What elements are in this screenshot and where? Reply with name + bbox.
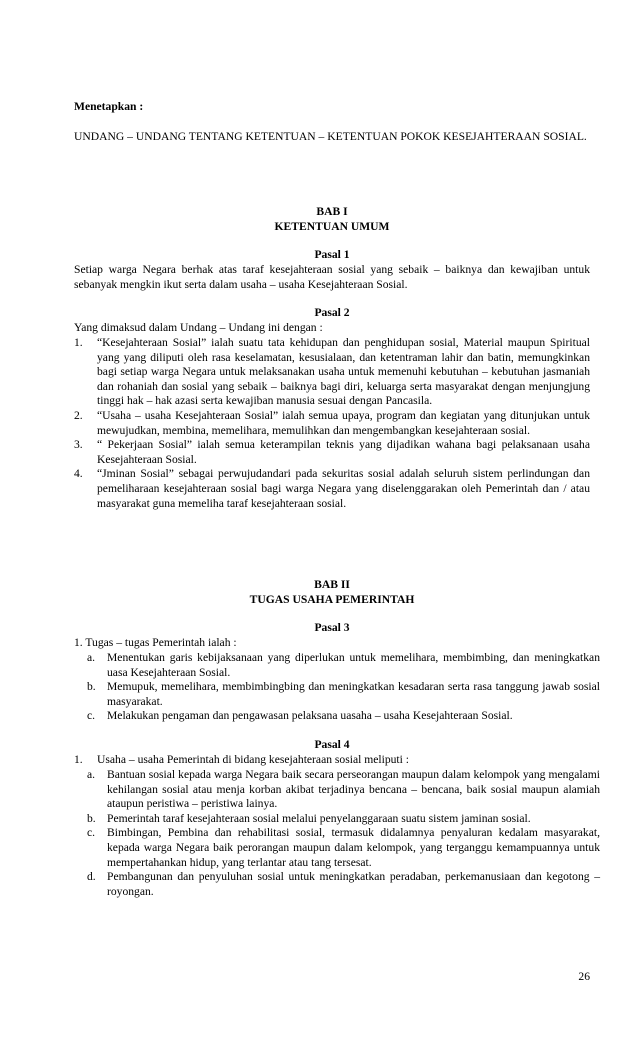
pasal4-intro: Usaha – usaha Pemerintah di bidang kesejahteraan sosial meliputi : xyxy=(97,753,409,766)
pasal4-title: Pasal 4 xyxy=(314,738,350,751)
list-item xyxy=(74,409,590,438)
item-marker: c. xyxy=(87,826,96,840)
list-item xyxy=(84,826,600,870)
pasal1-text: Setiap warga Negara berhak atas taraf kesejahteraan sosial yang sebaik – baiknya dan kewajiban untuk sebanyak mengkin ikut serta dalam usaha – usaha Kesejahteraan Sosial. xyxy=(74,263,590,291)
bab2-subtitle: TUGAS USAHA PEMERINTAH xyxy=(249,593,415,606)
pasal1-title: Pasal 1 xyxy=(314,248,350,261)
item-marker: b. xyxy=(87,680,96,694)
pasal2-list xyxy=(74,336,590,511)
item-marker: 4. xyxy=(74,467,83,481)
list-item xyxy=(84,768,600,812)
item-text: Melakukan pengaman dan pengawasan pelaksana uasaha – usaha Kesejahteraan Sosial. xyxy=(107,709,513,723)
list-item xyxy=(84,680,600,709)
pasal3-list xyxy=(74,651,600,724)
item-marker: 2. xyxy=(74,408,83,422)
item-marker: c. xyxy=(87,709,96,723)
list-item xyxy=(74,336,590,409)
page-number: 26 xyxy=(578,970,590,983)
bab1-subtitle: KETENTUAN UMUM xyxy=(274,220,390,233)
bab2-title: BAB II xyxy=(314,578,350,591)
bab1-title: BAB I xyxy=(316,205,348,218)
item-text: Pemerintah taraf kesejahteraan sosial melalui penyelanggaraan suatu sistem jaminan sosial. xyxy=(107,811,531,825)
item-marker: d. xyxy=(87,870,96,884)
pasal2-title: Pasal 2 xyxy=(314,306,350,319)
menetapkan-label: Menetapkan : xyxy=(74,100,144,113)
item-text: “Jminan Sosial” sebagai perwujudandari pada sekuritas sosial adalah seluruh sistem perlindungan dan pemeliharaan kesejahteraan sosial bagi warga Negara yang diselenggarakan oleh Pemerintah dan / atau masyarakat guna memeliha taraf kesejahteraan sosial. xyxy=(97,467,590,510)
pasal3-intro: 1. Tugas – tugas Pemerintah ialah : xyxy=(74,636,237,649)
item-text: Bimbingan, Pembina dan rehabilitasi sosial, termasuk didalamnya penyaluran kedalam masyarakat, kepada warga Negara baik perorangan maupun dalam kelompok, yang terganggu kemampuannya untuk mempertahankan hidup, yang terlantar atau tang tersesat. xyxy=(107,826,600,869)
pasal3-title: Pasal 3 xyxy=(314,621,350,634)
item-text: “Kesejahteraan Sosial” ialah suatu tata kehidupan dan penghidupan sosial, Material maupun Spiritual yang yang diliputi oleh rasa keselamatan, kesusialaan, dan ketentraman lahir dan batin, memungkinkan bagi setiap warga Negara untuk melaksanakan usaha untuk memenuhi kebutuhan – kebutuhan jasmaniah dan rohaniah dan sosial yang sebaik – baiknya bagi diri, keluarga serta masyarakat dengan menjungjung tinggi hak – hak azasi serta kewajiban manusia sesuai dengan Pancasila. xyxy=(97,336,590,408)
item-marker: a. xyxy=(87,768,96,781)
item-marker: a. xyxy=(87,651,96,664)
pasal4-intro-list xyxy=(74,753,590,768)
item-text: Memupuk, memelihara, membimbingbing dan meningkatkan kesadaran serta rasa tanggung jawab sosial masyarakat. xyxy=(107,680,600,708)
item-text: Bantuan sosial kepada warga Negara baik secara perseorangan maupun dalam kelompok yang mengalami kehilangan sosial atau menja korban akibat terjadinya bencana – bencana, baik sosial maupun alamiah ataupun peristiwa – peristiwa lainya. xyxy=(107,768,600,811)
item-marker: 3. xyxy=(74,438,83,452)
pasal2-intro: Yang dimaksud dalam Undang – Undang ini dengan : xyxy=(74,321,323,334)
list-item xyxy=(74,467,590,511)
item-text: Pembangunan dan penyuluhan sosial untuk meningkatkan peradaban, perkemanusiaan dan kegotong – royongan. xyxy=(107,870,600,898)
pasal4-list xyxy=(74,768,600,899)
item-marker: 1. xyxy=(74,753,83,766)
item-marker: 1. xyxy=(74,336,83,349)
list-item xyxy=(84,812,600,827)
list-item xyxy=(74,753,590,768)
item-text: Menentukan garis kebijaksanaan yang diperlukan untuk memelihara, membimbing, dan meningkatkan uasa Kesejahteraan Sosial. xyxy=(107,651,600,679)
list-item xyxy=(84,651,600,680)
list-item xyxy=(84,870,600,899)
list-item xyxy=(84,709,600,724)
list-item xyxy=(74,438,590,467)
decree-title: UNDANG – UNDANG TENTANG KETENTUAN – KETENTUAN POKOK KESEJAHTERAAN SOSIAL. xyxy=(74,130,587,143)
item-text: “Usaha – usaha Kesejahteraan Sosial” ialah semua upaya, program dan kegiatan yang ditunjukan untuk mewujudkan, membina, memelihara, memulihkan dan mengembangkan kesejahteraan sosial. xyxy=(97,408,590,437)
item-marker: b. xyxy=(87,811,96,825)
item-text: “ Pekerjaan Sosial” ialah semua keterampilan teknis yang dijadikan wahana bagi pelaksanaan usaha Kesejahteraan Sosial. xyxy=(97,438,590,466)
